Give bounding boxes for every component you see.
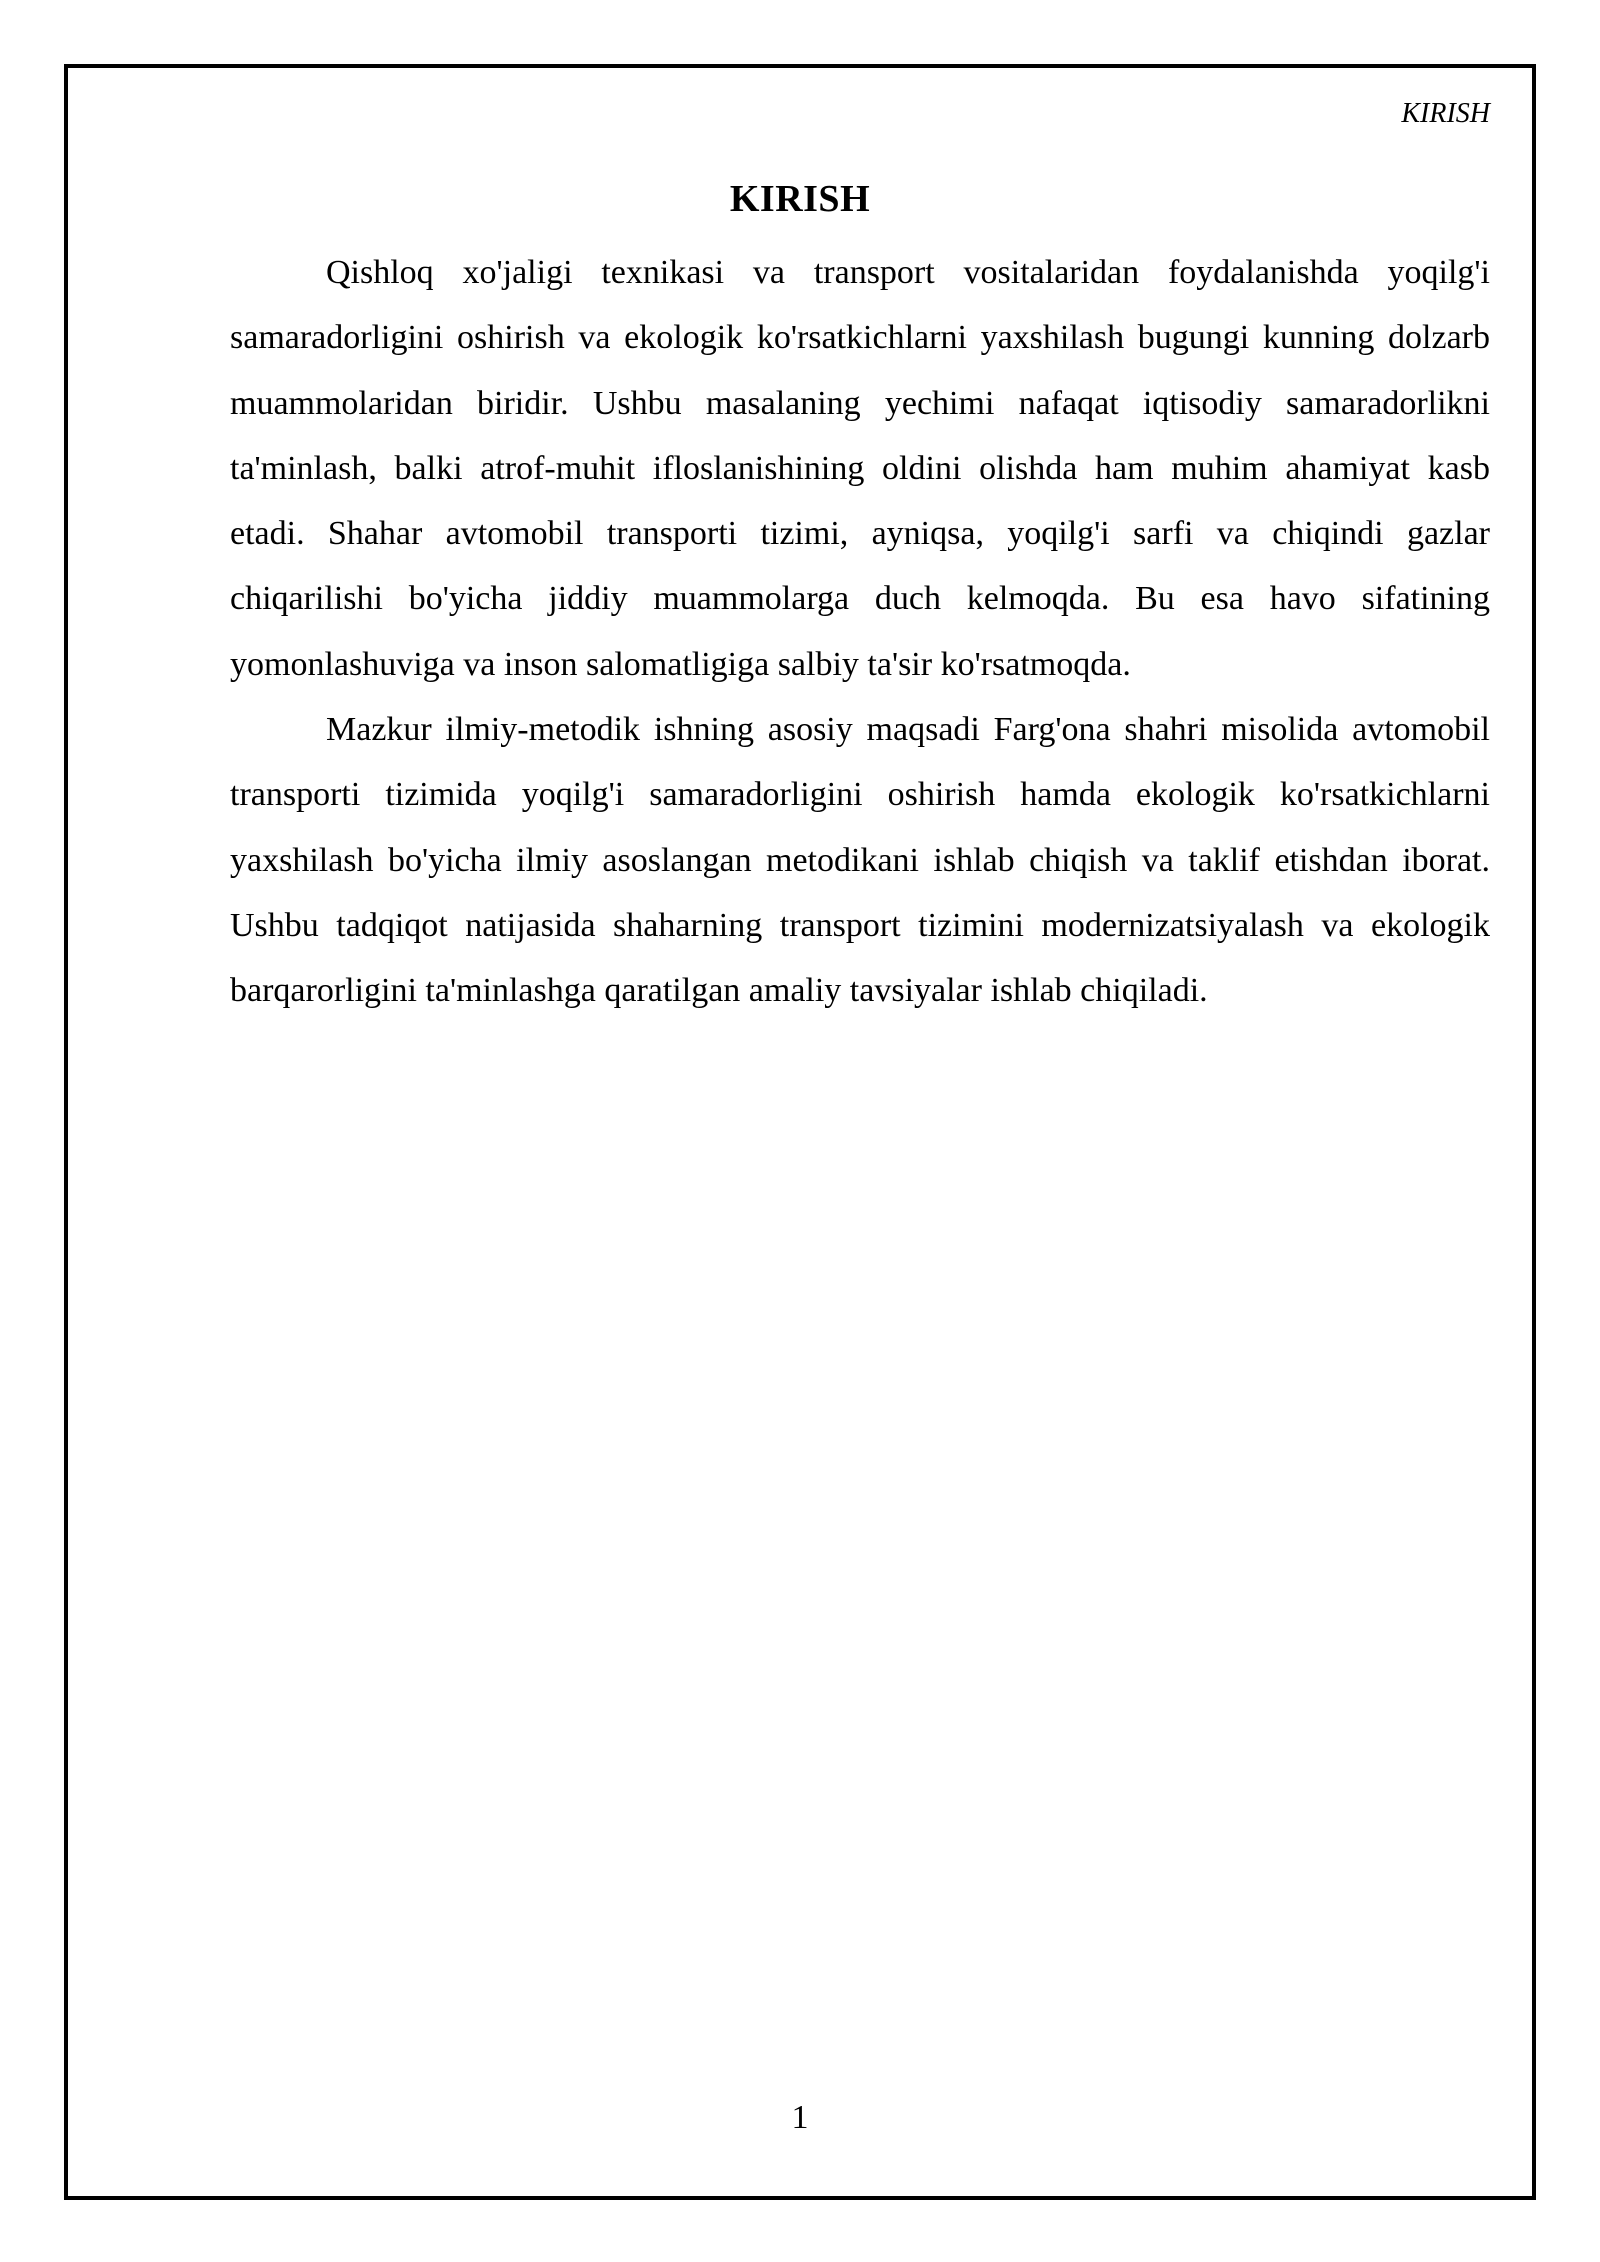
body-text [230,240,1490,1024]
paragraph-1: Qishloq xo'jaligi texnikasi va transport vositalaridan foydalanishda yoqilg'i samaradorligini oshirish va ekologik ko'rsatkichlarni yaxshilash bugungi kunning dolzarb muammolaridan biridir. Ushbu masalaning yechimi nafaqat iqtisodiy samaradorlikni ta'minlash, balki atrof-muhit ifloslanishining oldini olishda ham muhim ahamiyat kasb etadi. Shahar avtomobil transporti tizimi, ayniqsa, yoqilg'i sarfi va chiqindi gazlar chiqarilishi bo'yicha jiddiy muammolarga duch kelmoqda. Bu esa havo sifatining yomonlashuviga va inson salomatligiga salbiy ta'sir ko'rsatmoqda. [230,254,1490,683]
page-number: 1 [791,2099,809,2136]
running-header: KIRISH [1401,98,1490,129]
paragraph-2: Mazkur ilmiy-metodik ishning asosiy maqsadi Farg'ona shahri misolida avtomobil transporti tizimida yoqilg'i samaradorligini oshirish hamda ekologik ko'rsatkichlarni yaxshilash bo'yicha ilmiy asoslangan metodikani ishlab chiqish va taklif etishdan iborat. Ushbu tadqiqot natijasida shaharning transport tizimini modernizatsiyalash va ekologik barqarorligini ta'minlashga qaratilgan amaliy tavsiyalar ishlab chiqiladi. [230,711,1490,1010]
page-title: KIRISH [729,178,871,221]
